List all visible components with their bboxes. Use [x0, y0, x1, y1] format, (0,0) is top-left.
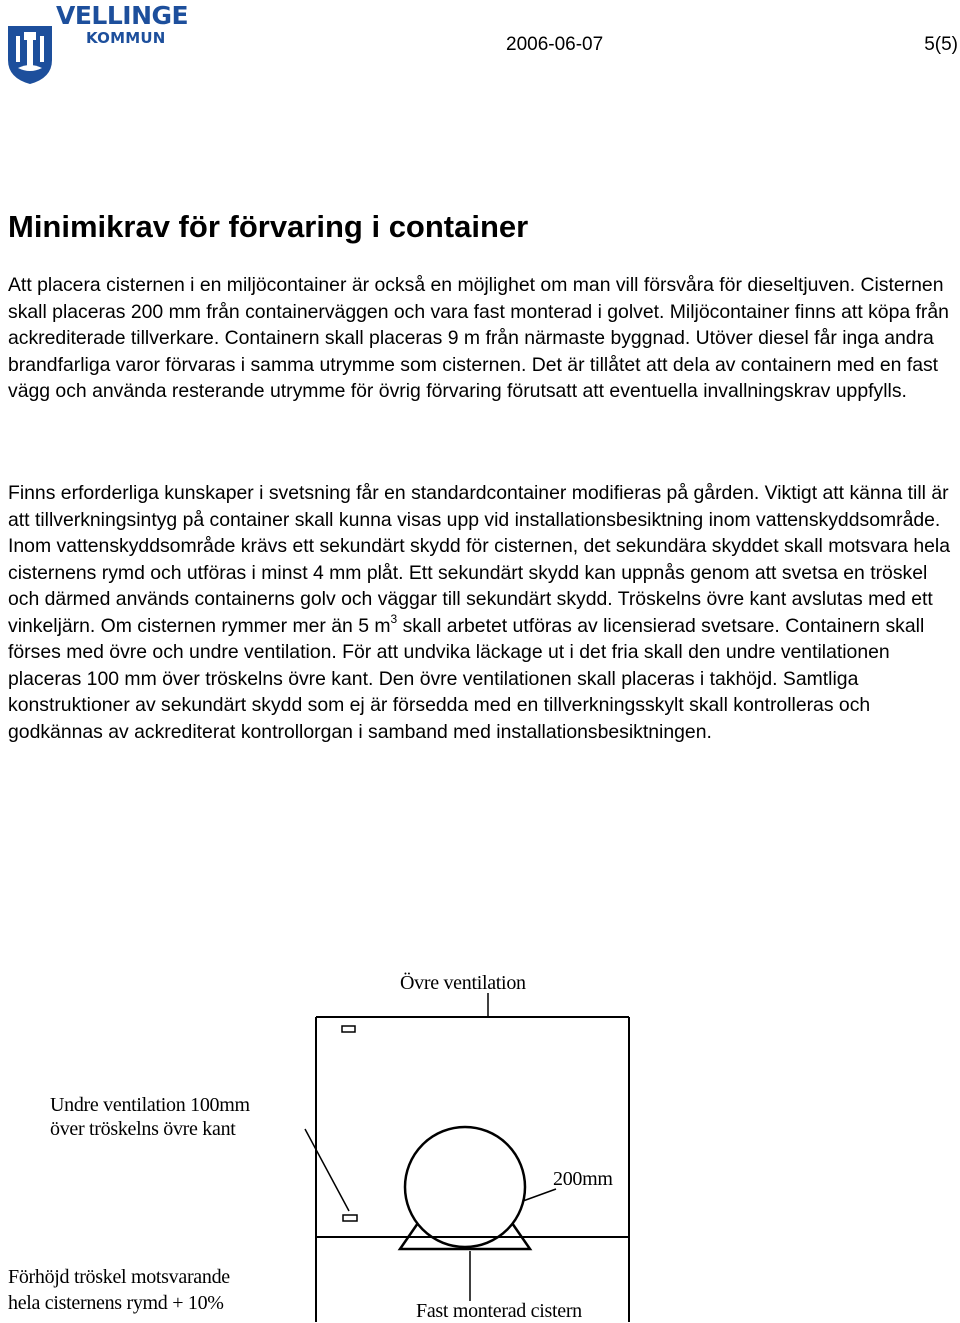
- paragraph-2-part-a: Finns erforderliga kunskaper i svetsning får en standardcontainer modifieras på gården. Viktigt att känna till är att tillverkningsintyg på container skall kunna visas upp vid installationsbesiktning inom vattenskyddsområde. Inom vattenskyddsområde krävs ett sekundärt skydd för cisternen, det sekundära skyddet skall motsvara hela cisternens rymd och utföras i minst 4 mm plåt. Ett sekundärt skydd kan uppnås genom att svetsa en tröskel och därmed används containerns golv och väggar till sekundärt skydd. Tröskelns övre kant avslutas med ett vinkeljärn. Om cisternen rymmer mer än 5 m: [8, 482, 950, 637]
- label-lower-ventilation-1: Undre ventilation 100mm: [50, 1094, 250, 1116]
- label-distance: 200mm: [553, 1168, 613, 1190]
- upper-vent: [342, 1026, 355, 1032]
- tank-circle: [405, 1127, 525, 1247]
- logo-text: [56, 2, 188, 46]
- distance-pointer: [523, 1189, 556, 1201]
- label-upper-ventilation: Övre ventilation: [400, 972, 526, 994]
- coat-of-arms-icon: [4, 2, 56, 86]
- paragraph-1: Att placera cisternen i en miljöcontainer är också en möjlighet om man vill försvåra för dieseltjuven. Cisternen skall placeras 200 mm från containerväggen och vara fast monterad i golvet. Miljöcontainer finns att köpa från ackrediterade tillverkare. Containern skall placeras 9 m från närmaste byggnad. Utöver diesel får inga andra brandfarliga varor förvaras i samma utrymme som cisternen. Det är tillåtet att dela av containern med en fast vägg och använda resterande utrymme för övrig förvaring förutsatt att eventuella invallningskrav uppfylls.: [8, 274, 949, 402]
- label-threshold-2: hela cisternens rymd + 10%: [8, 1292, 224, 1314]
- label-lower-ventilation-2: över tröskelns övre kant: [50, 1118, 236, 1140]
- logo-name: VELLINGE: [56, 1, 189, 30]
- page-number: 5(5): [924, 34, 958, 55]
- paragraph-2-part-b: skall arbetet utföras av licensierad svetsare. Containern skall förses med övre och undre ventilation. För att undvika läckage ut i det fria skall den undre ventilationen placeras 100 mm över tröskelns övre kant. Den övre ventilationen skall placeras i takhöjd. Samtliga konstruktioner av sekundärt skydd som ej är försedda med en tillverkningsskylt skall kontrolleras och godkännas av ackrediterat kontrollorgan i samband med installationsbesiktningen.: [8, 614, 925, 743]
- paragraph-2: [8, 480, 956, 745]
- container-diagram: [0, 965, 960, 1322]
- logo-sub: KOMMUN: [86, 29, 166, 47]
- label-tank: Fast monterad cistern: [416, 1300, 582, 1322]
- page-title: Minimikrav för förvaring i container: [8, 209, 529, 244]
- lower-vent-pointer: [305, 1129, 349, 1211]
- superscript-3: 3: [390, 611, 398, 626]
- vellinge-kommun-logo: [4, 1, 189, 86]
- header-date: 2006-06-07: [506, 34, 604, 55]
- label-threshold-1: Förhöjd tröskel motsvarande: [8, 1266, 230, 1288]
- lower-vent: [343, 1215, 357, 1221]
